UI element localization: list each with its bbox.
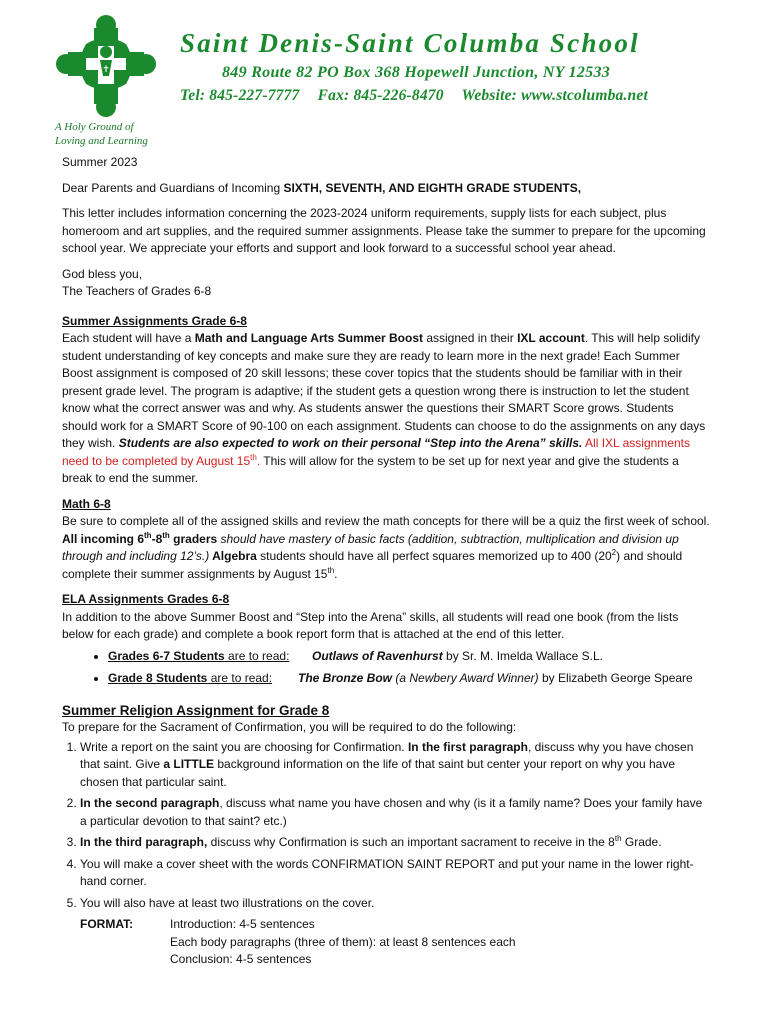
religion-heading: Summer Religion Assignment for Grade 8 xyxy=(62,702,330,718)
list-item: • Grades 6-7 Students are to read: Outlaws of Ravenhurst by Sr. M. Imelda Wallace S.L. xyxy=(108,648,712,666)
format-block xyxy=(80,916,712,969)
list-item: • Grade 8 Students are to read: The Bronze Bow (a Newbery Award Winner) by Elizabeth George Speare xyxy=(108,670,712,688)
religion-intro: To prepare for the Sacrament of Confirmation, you will be required to do the following: xyxy=(62,720,517,734)
book-list xyxy=(62,648,712,688)
list-item: 5. You will also have at least two illustrations on the cover. xyxy=(80,895,712,913)
school-name: Saint Denis-Saint Columba School xyxy=(180,28,640,58)
school-address: 849 Route 82 PO Box 368 Hopewell Junction, NY 12533 xyxy=(222,64,611,81)
salutation: Dear Parents and Guardians of Incoming SIXTH, SEVENTH, AND EIGHTH GRADE STUDENTS, xyxy=(62,180,582,195)
ela-section xyxy=(62,591,712,688)
ela-text: In addition to the above Summer Boost and “Step into the Arena” skills, all students will read one book (from the lists below for each grade) and complete a book report form that is attached at the end of this letter. xyxy=(62,609,679,641)
phone-number: Tel: 845-227-7777 xyxy=(180,87,300,104)
summer-assignments-heading: Summer Assignments Grade 6-8 xyxy=(62,313,247,328)
list-item: 1. Write a report on the saint you are choosing for Confirmation. In the first paragraph, discuss why you have chosen that saint. Give a LITTLE background information on the life of that saint but center your report on why you have chosen that particular saint. xyxy=(80,739,712,792)
summer-assignments-text: Each student will have a Math and Language Arts Summer Boost assigned in their IXL account. This will help solidify student understanding of key concepts and make sure they are ready to learn more in the next grade! Each Summer Boost assignment is composed of 20 skill lessons; these cover topics that the students should be familiar with in their present grade level. The program is adaptive; if the student gets a question wrong there is instruction to let the student know what the correct answer was and why. As students answer the questions their SMART Score grows. Students should work for a SMART Score of 90-100 on each assignment. Students can choose to do the assignments on any days they wish. Students are also expected to work on their personal “Step into the Arena” skills. All IXL assignments need to be completed by August 15th. This will allow for the system to be set up for next year and give the students a break to end the summer. xyxy=(62,331,706,485)
website-link[interactable]: Website: www.stcolumba.net xyxy=(461,87,648,104)
intro-paragraph: This letter includes information concerning the 2023-2024 uniform requirements, supply lists for each subject, plus homeroom and art supplies, and the required summer assignments. Please take the summer to prepare for the upcoming school year. We appreciate your efforts and support and look forward to a successful school year ahead. xyxy=(62,206,706,255)
celtic-cross-logo-icon xyxy=(56,14,156,118)
letter-date: Summer 2023 xyxy=(62,155,138,169)
school-contact xyxy=(180,87,662,105)
format-line: Each body paragraphs (three of them): at least 8 sentences each xyxy=(170,934,516,949)
ela-heading: ELA Assignments Grades 6-8 xyxy=(62,592,230,606)
summer-assignments-section xyxy=(62,313,712,488)
format-label: FORMAT: xyxy=(80,917,134,931)
school-tagline: A Holy Ground of Loving and Learning xyxy=(55,121,148,147)
list-item: 3. In the third paragraph, discuss why Confirmation is such an important sacrament to receive in the 8th Grade. xyxy=(80,834,712,852)
fax-number: Fax: 845-226-8470 xyxy=(317,87,444,104)
religion-steps xyxy=(62,739,712,913)
religion-section xyxy=(62,702,712,969)
list-item: 4. You will make a cover sheet with the words CONFIRMATION SAINT REPORT and put your name in the lower right-hand corner. xyxy=(80,856,712,891)
closing: God bless you, The Teachers of Grades 6-8 xyxy=(62,266,212,298)
math-heading: Math 6-8 xyxy=(62,496,111,511)
format-line: Introduction: 4-5 sentences xyxy=(170,917,315,931)
format-line: Conclusion: 4-5 sentences xyxy=(170,952,312,966)
letter-body xyxy=(62,154,712,969)
math-section xyxy=(62,496,712,584)
svg-text:✝: ✝ xyxy=(102,65,110,75)
math-text: Be sure to complete all of the assigned skills and review the math concepts for there will be a quiz the first week of school. All incoming 6th-8th graders should have mastery of basic facts (addition, subtraction, multiplication and division up through and including 12’s.) Algebra students should have all perfect squares memorized up to 400 $(20^2)$ and should complete their summer assignments by August 15th. xyxy=(62,514,710,581)
list-item: 2. In the second paragraph, discuss what name you have chosen and why (is it a family name? Does your family have a particular devotion to that saint? etc.) xyxy=(80,795,712,830)
